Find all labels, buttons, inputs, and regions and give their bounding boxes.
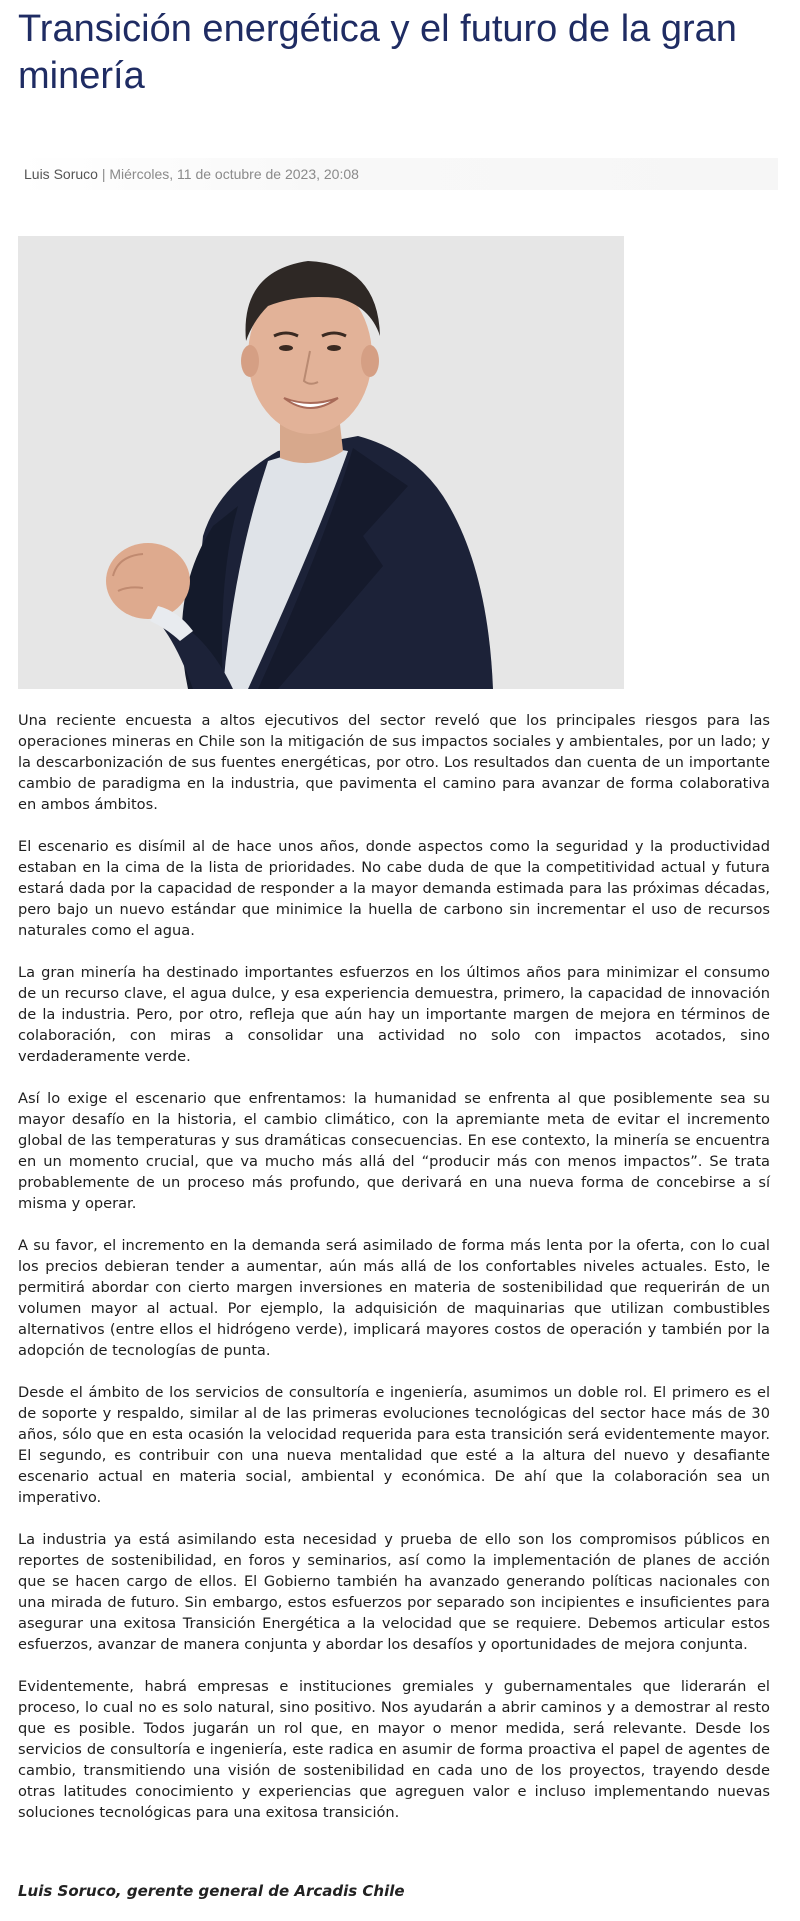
article-paragraph: A su favor, el incremento en la demanda será asimilado de forma más lenta por la oferta, con lo cual los precios debieran tender a aumentar, aún más allá de los confortables niveles actuales. Esto, le permitirá abordar con cierto margen inversiones en materia de sostenibilidad que requerirán de un volumen mayor al actual. Por ejemplo, la adquisición de maquinarias que utilizan combustibles alternativos (entre ellos el hidrógeno verde), implicará mayores costos de operación y también por la adopción de tecnologías de punta. [18,1237,770,1359]
article-paragraph: La industria ya está asimilando esta necesidad y prueba de ello son los compromisos públicos en reportes de sostenibilidad, en foros y seminarios, así como la implementación de planes de acción que se hacen cargo de ellos. El Gobierno también ha avanzado generando políticas nacionales con una mirada de futuro. Sin embargo, estos esfuerzos por separado son incipientes e insuficientes para asegurar una exitosa Transición Energética a la velocidad que se requiere. Debemos articular estos esfuerzos, avanzar de manera conjunta y abordar los desafíos y oportunidades de mejora conjunta. [18,1531,770,1653]
author-portrait [18,236,624,689]
article-paragraph: La gran minería ha destinado importantes esfuerzos en los últimos años para minimizar el consumo de un recurso clave, el agua dulce, y esa experiencia demuestra, primero, la capacidad de innovación de la industria. Pero, por otro, refleja que aún hay un importante margen de mejora en términos de colaboración, con miras a consolidar una actividad no solo con impactos acotados, sino verdaderamente verde. [18,964,770,1065]
byline-date: Miércoles, 11 de octubre de 2023, 20:08 [109,166,359,182]
byline-author[interactable]: Luis Soruco [24,166,98,182]
author-signature: Luis Soruco, gerente general de Arcadis Chile [18,1882,405,1900]
article-title: Transición energética y el futuro de la gran minería [18,8,737,97]
byline-separator: | [97,166,110,182]
article-paragraph: Evidentemente, habrá empresas e instituciones gremiales y gubernamentales que liderarán el proceso, lo cual no es solo natural, sino positivo. Nos ayudarán a abrir caminos y a demostrar al resto que es posible. Todos jugarán un rol que, en mayor o menor medida, será relevante. Desde los servicios de consultoría e ingeniería, este radica en asumir de forma proactiva el papel de agentes de cambio, transmitiendo una visión de sostenibilidad en cada uno de los proyectos, trayendo desde otras latitudes conocimiento y experiencias que agreguen valor e incluso implementando nuevas soluciones tecnológicas para una exitosa transición. [18,1678,770,1821]
article-body [18,710,770,1844]
article-paragraph: Así lo exige el escenario que enfrentamos: la humanidad se enfrenta al que posiblemente sea su mayor desafío en la historia, el cambio climático, con la apremiante meta de evitar el incremento global de las temperaturas y sus dramáticas consecuencias. En ese contexto, la minería se encuentra en un momento crucial, que va mucho más allá del “producir más con menos impactos”. Se trata probablemente de un proceso más profundo, que derivará en una nueva forma de concebirse a sí misma y operar. [18,1090,770,1212]
article-paragraph: Una reciente encuesta a altos ejecutivos del sector reveló que los principales riesgos para las operaciones mineras en Chile son la mitigación de sus impactos sociales y ambientales, por un lado; y la descarbonización de sus fuentes energéticas, por otro. Los resultados dan cuenta de un importante cambio de paradigma en la industria, que pavimenta el camino para avanzar de forma colaborativa en ambos ámbitos. [18,712,770,813]
author-photo [18,236,624,689]
article-paragraph: Desde el ámbito de los servicios de consultoría e ingeniería, asumimos un doble rol. El primero es el de soporte y respaldo, similar al de las primeras evoluciones tecnológicas del sector hace más de 30 años, sólo que en esta ocasión la velocidad requerida para esta transición será evidentemente mayor. El segundo, es contribuir con una nueva mentalidad que esté a la altura del nuevo y desafiante escenario actual en materia social, ambiental y económica. De ahí que la colaboración sea un imperativo. [18,1384,770,1506]
article-paragraph: El escenario es disímil al de hace unos años, donde aspectos como la seguridad y la productividad estaban en la cima de la lista de prioridades. No cabe duda de que la competitividad actual y futura estará dada por la capacidad de responder a la mayor demanda estimada para las próximas décadas, pero bajo un nuevo estándar que minimice la huella de carbono sin incrementar el uso de recursos naturales como el agua. [18,838,770,939]
byline [18,158,778,190]
